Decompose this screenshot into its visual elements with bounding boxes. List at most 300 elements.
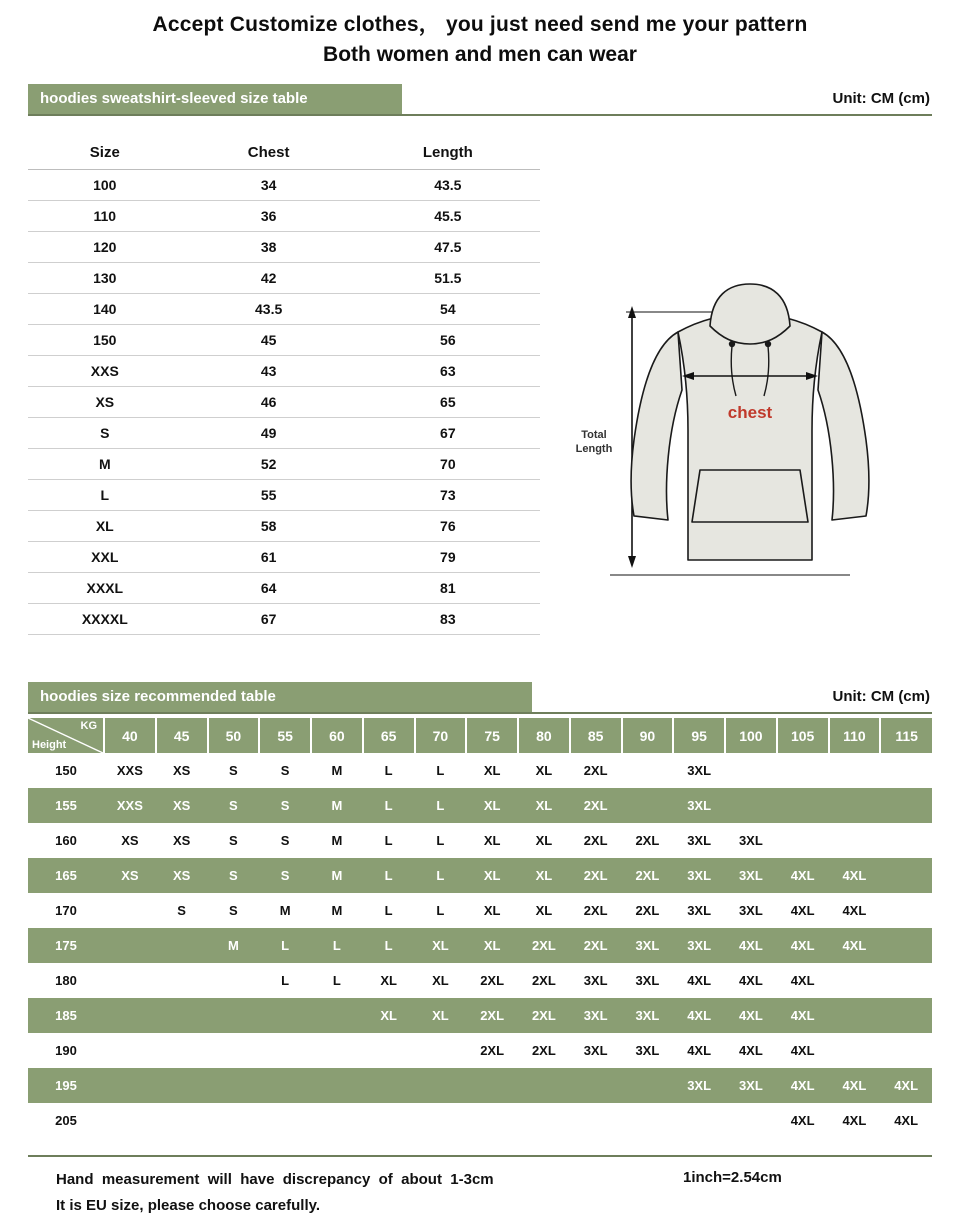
size-cell [622, 1103, 674, 1138]
size-cell: 3XL [673, 1068, 725, 1103]
size-cell: M [311, 893, 363, 928]
cell-size: XXXXL [28, 604, 182, 635]
weight-header-cell: 110 [829, 718, 881, 753]
size-cell [259, 1068, 311, 1103]
weight-header-cell: 80 [518, 718, 570, 753]
cell-size: 130 [28, 263, 182, 294]
cell-chest: 43.5 [182, 294, 356, 325]
size-cell: 4XL [673, 998, 725, 1033]
size-cell: 2XL [518, 1033, 570, 1068]
size-cell: L [363, 928, 415, 963]
weight-header-cell: 40 [104, 718, 156, 753]
size-cell: L [363, 893, 415, 928]
cell-size: 140 [28, 294, 182, 325]
size-cell [208, 998, 260, 1033]
size-cell: 4XL [829, 1103, 881, 1138]
size-cell: 4XL [673, 963, 725, 998]
size-cell: 3XL [673, 753, 725, 788]
size-table-body [28, 170, 540, 635]
weight-header-cell: 45 [156, 718, 208, 753]
size-cell: XL [466, 928, 518, 963]
size-cell: 2XL [466, 963, 518, 998]
cell-chest: 67 [182, 604, 356, 635]
height-row-header: 155 [28, 788, 104, 823]
size-cell [880, 823, 932, 858]
note-line-2: It is EU size, please choose carefully. [56, 1197, 321, 1214]
height-row-header: 165 [28, 858, 104, 893]
size-cell: XS [104, 823, 156, 858]
recommended-table-body [28, 753, 932, 1138]
recommended-header-row [28, 718, 932, 753]
chest-label: chest [727, 403, 773, 422]
height-row-header: 160 [28, 823, 104, 858]
size-cell: L [311, 963, 363, 998]
cell-chest: 38 [182, 232, 356, 263]
cell-size: 120 [28, 232, 182, 263]
size-cell [880, 858, 932, 893]
cell-size: 110 [28, 201, 182, 232]
size-cell [104, 928, 156, 963]
table-row [28, 1103, 932, 1138]
size-cell: S [208, 753, 260, 788]
table-row [28, 788, 932, 823]
section-1-title: hoodies sweatshirt-sleeved size table [28, 84, 402, 114]
cell-length: 51.5 [356, 263, 540, 294]
size-cell [311, 1103, 363, 1138]
size-cell: L [363, 858, 415, 893]
table-row [28, 1068, 932, 1103]
size-cell [415, 1068, 467, 1103]
size-cell: XS [156, 858, 208, 893]
height-row-header: 205 [28, 1103, 104, 1138]
table-row [28, 294, 540, 325]
size-cell [156, 928, 208, 963]
cell-chest: 45 [182, 325, 356, 356]
size-cell [880, 753, 932, 788]
section-2-unit: Unit: CM (cm) [832, 688, 930, 705]
cell-length: 54 [356, 294, 540, 325]
size-cell: L [415, 893, 467, 928]
size-cell: 2XL [518, 963, 570, 998]
size-cell: 3XL [622, 928, 674, 963]
size-cell: 3XL [725, 1068, 777, 1103]
size-cell [518, 1103, 570, 1138]
size-cell: 3XL [570, 998, 622, 1033]
table-row [28, 573, 540, 604]
size-cell [104, 998, 156, 1033]
size-cell [415, 1103, 467, 1138]
table-row [28, 893, 932, 928]
size-cell: 2XL [466, 1033, 518, 1068]
size-cell [104, 1103, 156, 1138]
size-cell [880, 788, 932, 823]
size-cell: 2XL [570, 893, 622, 928]
size-cell [829, 998, 881, 1033]
total-length-label-line1: Total [581, 429, 607, 441]
size-cell: L [415, 788, 467, 823]
size-cell [880, 1033, 932, 1068]
table-row [28, 387, 540, 418]
table-row [28, 511, 540, 542]
note-inch-conversion: 1inch=2.54cm [683, 1169, 782, 1186]
size-cell: 2XL [570, 753, 622, 788]
size-cell: 2XL [466, 998, 518, 1033]
cell-size: S [28, 418, 182, 449]
weight-header-cell: 100 [725, 718, 777, 753]
size-cell [777, 753, 829, 788]
cell-length: 43.5 [356, 170, 540, 201]
section-2-header [0, 682, 960, 712]
footer-note [28, 1155, 932, 1219]
size-cell [311, 1068, 363, 1103]
size-cell [829, 963, 881, 998]
size-cell: M [311, 788, 363, 823]
size-cell: 3XL [570, 1033, 622, 1068]
size-cell [518, 1068, 570, 1103]
size-cell: M [259, 893, 311, 928]
size-cell: S [259, 823, 311, 858]
size-cell: 4XL [725, 998, 777, 1033]
size-cell: L [415, 858, 467, 893]
cell-length: 76 [356, 511, 540, 542]
size-cell: 4XL [829, 858, 881, 893]
size-cell [725, 753, 777, 788]
size-cell [880, 963, 932, 998]
cell-length: 45.5 [356, 201, 540, 232]
recommended-table-wrapper [28, 718, 932, 1138]
cell-size: XXXL [28, 573, 182, 604]
size-cell: 2XL [570, 823, 622, 858]
size-cell: 3XL [622, 1033, 674, 1068]
cell-chest: 46 [182, 387, 356, 418]
size-cell [673, 1103, 725, 1138]
size-cell [466, 1103, 518, 1138]
size-cell: 4XL [673, 1033, 725, 1068]
size-table-header-row [28, 140, 540, 170]
size-cell [622, 788, 674, 823]
weight-header-cell: 50 [208, 718, 260, 753]
size-cell [311, 998, 363, 1033]
cell-length: 65 [356, 387, 540, 418]
size-cell [363, 1033, 415, 1068]
table-row [28, 232, 540, 263]
size-cell [259, 1033, 311, 1068]
size-cell: 4XL [829, 893, 881, 928]
cell-length: 79 [356, 542, 540, 573]
size-cell [725, 1103, 777, 1138]
total-length-label-line2: Length [575, 443, 613, 455]
size-cell: 2XL [570, 788, 622, 823]
size-cell: XXS [104, 753, 156, 788]
size-cell [829, 788, 881, 823]
table-row [28, 542, 540, 573]
size-cell: XL [415, 928, 467, 963]
header-line-1: Accept Customize clothes， you just need send me your pattern [152, 13, 808, 36]
size-cell: S [156, 893, 208, 928]
size-cell: XL [466, 753, 518, 788]
note-line-1: Hand measurement will have discrepancy of about 1-3cm [56, 1171, 494, 1188]
table-row [28, 201, 540, 232]
size-cell: XL [466, 858, 518, 893]
size-cell [777, 788, 829, 823]
size-cell [829, 753, 881, 788]
page-header [0, 0, 960, 70]
size-cell: XXS [104, 788, 156, 823]
cell-chest: 42 [182, 263, 356, 294]
cell-length: 67 [356, 418, 540, 449]
cell-size: XS [28, 387, 182, 418]
cell-size: 150 [28, 325, 182, 356]
cell-size: XXL [28, 542, 182, 573]
table-row [28, 263, 540, 294]
weight-header-cell: 115 [880, 718, 932, 753]
size-cell: 4XL [777, 1033, 829, 1068]
height-row-header: 185 [28, 998, 104, 1033]
cell-chest: 49 [182, 418, 356, 449]
cell-length: 70 [356, 449, 540, 480]
table-row [28, 858, 932, 893]
cell-chest: 34 [182, 170, 356, 201]
height-row-header: 150 [28, 753, 104, 788]
size-cell: XL [415, 998, 467, 1033]
size-table [28, 140, 540, 635]
size-cell: M [311, 753, 363, 788]
size-cell: S [259, 753, 311, 788]
size-cell: 4XL [777, 928, 829, 963]
size-cell: S [208, 823, 260, 858]
size-cell: S [208, 788, 260, 823]
size-cell [156, 1033, 208, 1068]
table-row [28, 418, 540, 449]
table-row [28, 998, 932, 1033]
size-cell: XL [518, 893, 570, 928]
cell-size: XXS [28, 356, 182, 387]
weight-header-cell: 95 [673, 718, 725, 753]
size-cell [363, 1103, 415, 1138]
cell-length: 73 [356, 480, 540, 511]
size-cell [880, 893, 932, 928]
hoodie-illustration-svg [560, 270, 940, 615]
table-row [28, 604, 540, 635]
size-cell [880, 928, 932, 963]
size-cell: L [363, 753, 415, 788]
size-cell: 3XL [673, 858, 725, 893]
size-cell: L [259, 963, 311, 998]
size-cell: 3XL [673, 823, 725, 858]
size-cell [208, 1033, 260, 1068]
size-cell: XS [156, 823, 208, 858]
size-cell: XS [104, 858, 156, 893]
size-cell [311, 1033, 363, 1068]
size-cell: XL [518, 753, 570, 788]
size-cell [104, 1033, 156, 1068]
size-cell: S [259, 788, 311, 823]
size-cell: XL [466, 823, 518, 858]
col-size: Size [28, 140, 182, 170]
size-cell: XL [518, 823, 570, 858]
size-cell: 2XL [518, 928, 570, 963]
size-cell: 3XL [622, 998, 674, 1033]
size-cell: 3XL [725, 823, 777, 858]
hoodie-diagram [560, 270, 940, 615]
table-row [28, 170, 540, 201]
size-cell: 2XL [622, 823, 674, 858]
size-cell [829, 823, 881, 858]
size-cell [104, 963, 156, 998]
size-cell: 2XL [570, 928, 622, 963]
size-cell: 4XL [777, 858, 829, 893]
size-cell [156, 998, 208, 1033]
size-cell: L [415, 753, 467, 788]
size-cell [156, 1068, 208, 1103]
size-cell: 4XL [829, 1068, 881, 1103]
size-cell: 4XL [777, 893, 829, 928]
size-cell: 3XL [673, 788, 725, 823]
size-cell [570, 1068, 622, 1103]
size-cell [259, 1103, 311, 1138]
cell-size: XL [28, 511, 182, 542]
size-cell: 3XL [725, 858, 777, 893]
size-cell [725, 788, 777, 823]
size-cell [104, 893, 156, 928]
size-cell: 2XL [570, 858, 622, 893]
size-cell [415, 1033, 467, 1068]
size-cell [622, 1068, 674, 1103]
size-cell: L [363, 823, 415, 858]
cell-length: 56 [356, 325, 540, 356]
size-cell [829, 1033, 881, 1068]
size-cell: 3XL [622, 963, 674, 998]
cell-length: 83 [356, 604, 540, 635]
size-cell: 3XL [673, 893, 725, 928]
weight-header-cell: 85 [570, 718, 622, 753]
cell-size: 100 [28, 170, 182, 201]
size-cell [363, 1068, 415, 1103]
weight-header-cell: 70 [415, 718, 467, 753]
size-cell: 4XL [725, 1033, 777, 1068]
table-row [28, 963, 932, 998]
size-cell: 4XL [880, 1103, 932, 1138]
size-cell: M [208, 928, 260, 963]
cell-chest: 58 [182, 511, 356, 542]
size-cell [466, 1068, 518, 1103]
size-cell: S [208, 893, 260, 928]
size-cell: 4XL [880, 1068, 932, 1103]
size-cell: 4XL [725, 963, 777, 998]
section-1-header [0, 84, 960, 114]
cell-size: M [28, 449, 182, 480]
cell-length: 63 [356, 356, 540, 387]
table-row [28, 325, 540, 356]
section-1-underline [28, 114, 932, 116]
cell-chest: 61 [182, 542, 356, 573]
section-1-unit: Unit: CM (cm) [832, 90, 930, 107]
size-cell: XL [415, 963, 467, 998]
size-cell [104, 1068, 156, 1103]
size-cell: XL [466, 893, 518, 928]
size-cell: XL [518, 788, 570, 823]
size-cell: L [415, 823, 467, 858]
cell-chest: 52 [182, 449, 356, 480]
height-row-header: 175 [28, 928, 104, 963]
table-row [28, 823, 932, 858]
weight-header-cell: 55 [259, 718, 311, 753]
size-cell [880, 998, 932, 1033]
size-cell [156, 1103, 208, 1138]
size-cell: 3XL [570, 963, 622, 998]
size-cell: S [259, 858, 311, 893]
size-cell: M [311, 823, 363, 858]
size-cell: 4XL [777, 963, 829, 998]
axis-label-kg: KG [80, 720, 97, 732]
size-cell: 4XL [777, 1103, 829, 1138]
size-cell [208, 1068, 260, 1103]
size-cell: L [311, 928, 363, 963]
size-cell: 2XL [622, 858, 674, 893]
size-cell: L [363, 788, 415, 823]
size-cell [777, 823, 829, 858]
section-2-title: hoodies size recommended table [28, 682, 532, 712]
size-table-wrapper [28, 140, 540, 635]
size-cell: XL [466, 788, 518, 823]
size-cell [259, 998, 311, 1033]
weight-header-cell: 65 [363, 718, 415, 753]
table-row [28, 753, 932, 788]
size-cell: M [311, 858, 363, 893]
cell-chest: 36 [182, 201, 356, 232]
cell-length: 47.5 [356, 232, 540, 263]
table-row [28, 1033, 932, 1068]
size-cell: L [259, 928, 311, 963]
cell-length: 81 [356, 573, 540, 604]
table-row [28, 480, 540, 511]
size-cell [208, 963, 260, 998]
cell-chest: 64 [182, 573, 356, 604]
size-cell: 2XL [518, 998, 570, 1033]
table-row [28, 449, 540, 480]
size-cell [208, 1103, 260, 1138]
col-chest: Chest [182, 140, 356, 170]
axis-label-height: Height [32, 739, 67, 751]
table-row [28, 356, 540, 387]
size-cell: XS [156, 788, 208, 823]
size-cell: 3XL [725, 893, 777, 928]
col-length: Length [356, 140, 540, 170]
size-cell: XL [363, 963, 415, 998]
weight-header-cell: 90 [622, 718, 674, 753]
weight-header-cell: 105 [777, 718, 829, 753]
size-cell: 4XL [777, 998, 829, 1033]
header-line-2: Both women and men can wear [323, 43, 637, 66]
height-row-header: 170 [28, 893, 104, 928]
size-cell [570, 1103, 622, 1138]
weight-header-cell: 60 [311, 718, 363, 753]
axis-corner-cell [28, 718, 104, 753]
height-row-header: 195 [28, 1068, 104, 1103]
size-cell: S [208, 858, 260, 893]
recommended-size-table [28, 718, 932, 1138]
height-row-header: 190 [28, 1033, 104, 1068]
size-cell: XL [363, 998, 415, 1033]
size-cell: XS [156, 753, 208, 788]
weight-header-cell: 75 [466, 718, 518, 753]
table-row [28, 928, 932, 963]
cell-chest: 43 [182, 356, 356, 387]
height-row-header: 180 [28, 963, 104, 998]
size-cell [156, 963, 208, 998]
size-cell: 4XL [777, 1068, 829, 1103]
size-cell [622, 753, 674, 788]
